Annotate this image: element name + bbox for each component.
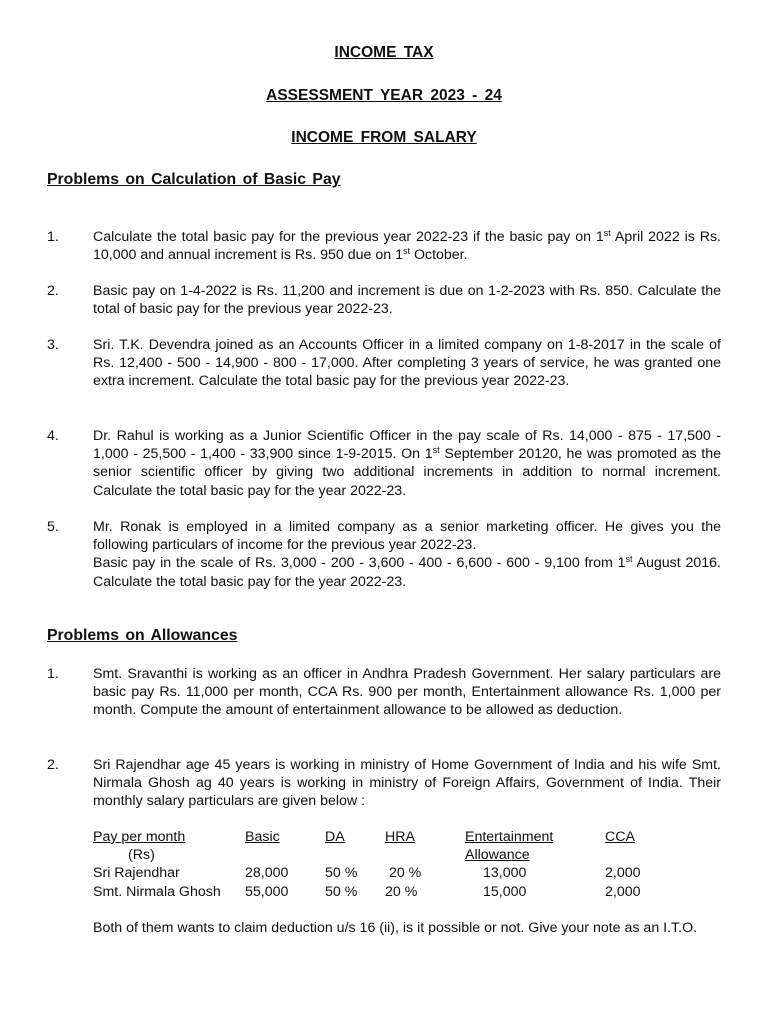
problem-text: Sri. T.K. Devendra joined as an Accounts Officer in a limited company on 1-8-2017 in the scale of Rs. 12,400 - 500 - 14,900 - 800 - 17,000. After completing 3 years of service, he was granted one extra increment. Calculate the total basic pay for the previous year 2022-23. bbox=[93, 337, 721, 390]
problem-item bbox=[47, 228, 721, 264]
problem-text: Smt. Sravanthi is working as an officer in Andhra Pradesh Government. Her salary particulars are basic pay Rs. 11,000 per month, CCA Rs. 900 per month, Entertainment allowance Rs. 1,000 per month. Compute the amount of entertainment allowance to be allowed as deduction. bbox=[93, 666, 721, 719]
table-cell: 28,000 bbox=[245, 865, 289, 882]
table-cell: 2,000 bbox=[605, 865, 641, 882]
document-title: INCOME TAX bbox=[334, 44, 434, 61]
problem-text-continued: Basic pay in the scale of Rs. 3,000 - 200 - 3,600 - 400 - 6,600 - 600 - 9,100 from 1st August 2016. Calculate the total basic pay for the year 2022-23. bbox=[93, 554, 721, 590]
problem-text: Mr. Ronak is employed in a limited company as a senior marketing officer. He gives you the following particulars of income for the previous year 2022-23. bbox=[93, 519, 721, 554]
table-cell: 50 % bbox=[325, 865, 358, 882]
problem-number: 3. bbox=[47, 337, 59, 353]
problem-number: 5. bbox=[47, 519, 59, 535]
assessment-year-heading: ASSESSMENT YEAR 2023 - 24 bbox=[266, 87, 502, 104]
problem-text: Basic pay on 1-4-2022 is Rs. 11,200 and increment is due on 1-2-2023 with Rs. 850. Calculate the total of basic pay for the previous year 2022-23. bbox=[93, 283, 721, 318]
column-subheader: Allowance bbox=[465, 847, 530, 864]
column-header: HRA bbox=[385, 829, 415, 845]
problem-item bbox=[47, 336, 721, 391]
problem-item bbox=[47, 427, 721, 500]
problem-number: 1. bbox=[47, 666, 59, 682]
column-header: Basic bbox=[245, 829, 280, 845]
table-cell: 13,000 bbox=[483, 865, 527, 882]
section-heading-basic-pay: Problems on Calculation of Basic Pay bbox=[47, 171, 341, 188]
subject-heading: INCOME FROM SALARY bbox=[291, 129, 477, 146]
table-cell: Sri Rajendhar bbox=[93, 865, 180, 882]
table-header-row bbox=[93, 828, 665, 846]
problem-text: Calculate the total basic pay for the previous year 2022-23 if the basic pay on 1st April 2022 is Rs. 10,000 and annual increment is Rs. 950 due on 1st October. bbox=[93, 228, 721, 264]
problem-number: 2. bbox=[47, 757, 59, 773]
problem-item bbox=[47, 756, 721, 811]
section-heading-allowances: Problems on Allowances bbox=[47, 627, 238, 644]
problem-number: 4. bbox=[47, 428, 59, 444]
problem-text: Dr. Rahul is working as a Junior Scientific Officer in the pay scale of Rs. 14,000 - 875 - 17,500 - 1,000 - 25,500 - 1,400 - 33,900 since 1-9-2015. On 1st September 20120, he was promoted as the senior scientific officer by giving two additional increments in addition to normal increment. Calculate the total basic pay for the year 2022-23. bbox=[93, 428, 721, 499]
problem-item bbox=[47, 282, 721, 318]
problem-item bbox=[47, 518, 721, 591]
salary-table bbox=[93, 828, 665, 901]
table-cell: Smt. Nirmala Ghosh bbox=[93, 883, 221, 900]
table-row bbox=[93, 864, 665, 882]
table-subheader-row bbox=[93, 846, 665, 864]
column-header: Entertainment bbox=[465, 829, 554, 845]
table-cell: 55,000 bbox=[245, 883, 289, 900]
column-subheader: (Rs) bbox=[128, 847, 155, 864]
table-cell: 15,000 bbox=[483, 883, 527, 900]
table-cell: 20 % bbox=[385, 865, 422, 882]
problem-item bbox=[47, 665, 721, 720]
column-header: Pay per month bbox=[93, 829, 186, 845]
column-header: DA bbox=[325, 829, 345, 845]
problem-text: Sri Rajendhar age 45 years is working in ministry of Home Government of India and his wife Smt. Nirmala Ghosh ag 40 years is working in ministry of Foreign Affairs, Government of India. Their monthly salary particulars are given below : bbox=[93, 757, 721, 810]
problem-number: 1. bbox=[47, 229, 59, 245]
column-header: CCA bbox=[605, 829, 635, 845]
table-cell: 20 % bbox=[385, 883, 418, 900]
problem-number: 2. bbox=[47, 283, 59, 299]
table-row bbox=[93, 883, 665, 901]
table-cell: 50 % bbox=[325, 883, 358, 900]
closing-note bbox=[47, 919, 721, 937]
table-cell: 2,000 bbox=[605, 883, 641, 900]
closing-text: Both of them wants to claim deduction u/s 16 (ii), is it possible or not. Give your note as an I.T.O. bbox=[93, 920, 698, 936]
